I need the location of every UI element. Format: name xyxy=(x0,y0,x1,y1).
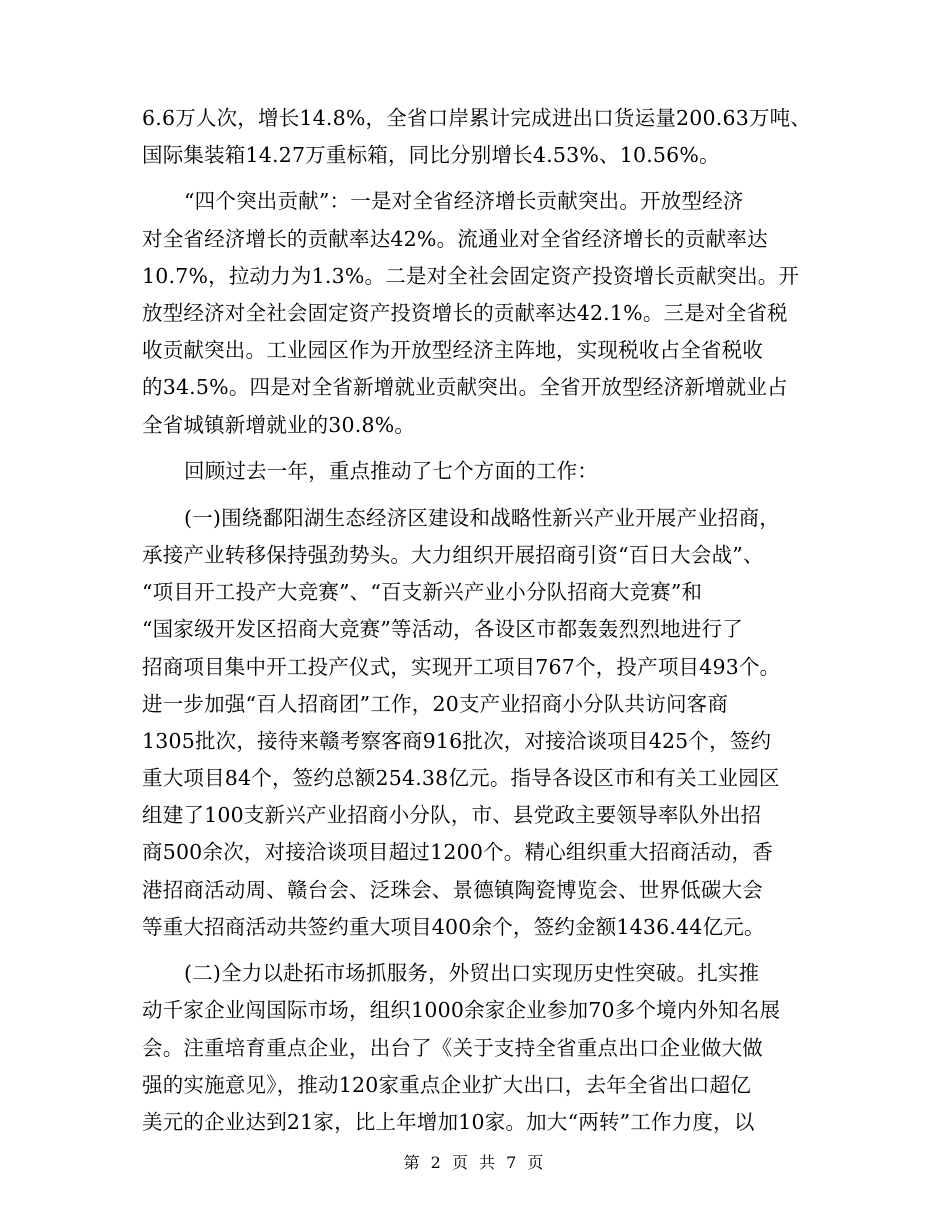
body-text-line: 10.7%，拉动力为1.3%。二是对全社会固定资产投资增长贡献突出。开 xyxy=(142,264,800,288)
body-text-line: 回顾过去一年，重点推动了七个方面的工作： xyxy=(184,459,598,483)
page-number-footer: 第 2 页 共 7 页 xyxy=(403,1153,547,1172)
body-text-line: “国家级开发区招商大竞赛”等活动，各设区市都轰轰烈烈地进行了 xyxy=(142,617,743,641)
body-text-line: 招商项目集中开工投产仪式，实现开工项目767个，投产项目493个。 xyxy=(142,655,781,679)
body-text-line: 全省城镇新增就业的30.8%。 xyxy=(142,413,416,437)
body-text-line: 进一步加强“百人招商团”工作，20支产业招商小分队共访问客商 xyxy=(142,692,729,716)
body-text-line: 国际集装箱14.27万重标箱，同比分别增长4.53%、10.56%。 xyxy=(142,143,720,167)
body-text-line: 组建了100支新兴产业招商小分队，市、县党政主要领导率队外出招 xyxy=(142,803,762,827)
body-text-line: 重大项目84个，签约总额254.38亿元。指导各设区市和有关工业园区 xyxy=(142,766,780,790)
body-text-line: 商500余次，对接洽谈项目超过1200个。精心组织重大招商活动，香 xyxy=(142,840,773,864)
body-text-line: 6.6万人次，增长14.8%，全省口岸累计完成进出口货运量200.63万吨、 xyxy=(142,106,812,130)
body-text-line: 的34.5%。四是对全省新增就业贡献突出。全省开放型经济新增就业占 xyxy=(142,375,788,399)
body-text-line: 会。注重培育重点企业，出台了《关于支持全省重点出口企业做大做 xyxy=(142,1036,763,1060)
body-text-line: 动千家企业闯国际市场，组织1000余家企业参加70多个境内外知名展 xyxy=(142,998,781,1022)
body-text-line: “项目开工投产大竞赛”、“百支新兴产业小分队招商大竞赛”和 xyxy=(142,580,703,604)
body-text-line: 1305批次，接待来赣考察客商916批次，对接洽谈项目425个，签约 xyxy=(142,729,772,753)
body-text-line: 等重大招商活动共签约重大项目400余个，签约金额1436.44亿元。 xyxy=(142,915,765,939)
body-text-line: 港招商活动周、赣台会、泛珠会、景德镇陶瓷博览会、世界低碳大会 xyxy=(142,878,763,902)
body-text-line: 强的实施意见》，推动120家重点企业扩大出口，去年全省出口超亿 xyxy=(142,1073,752,1097)
body-text-line: 美元的企业达到21家，比上年增加10家。加大“两转”工作力度，以 xyxy=(142,1110,755,1134)
body-text-line: (二)全力以赴拓市场抓服务，外贸出口实现历史性突破。扎实推 xyxy=(184,961,760,985)
body-text-line: 承接产业转移保持强劲势头。大力组织开展招商引资“百日大会战”、 xyxy=(142,543,764,567)
body-text-line: 收贡献突出。工业园区作为开放型经济主阵地，实现税收占全省税收 xyxy=(142,338,763,362)
body-text-line: “四个突出贡献”：一是对全省经济增长贡献突出。开放型经济 xyxy=(184,189,744,213)
body-text-line: 放型经济对全社会固定资产投资增长的贡献率达42.1%。三是对全省税 xyxy=(142,301,788,325)
body-text-line: (一)围绕鄱阳湖生态经济区建设和战略性新兴产业开展产业招商， xyxy=(184,506,780,530)
body-text-line: 对全省经济增长的贡献率达42%。流通业对全省经济增长的贡献率达 xyxy=(142,227,768,251)
